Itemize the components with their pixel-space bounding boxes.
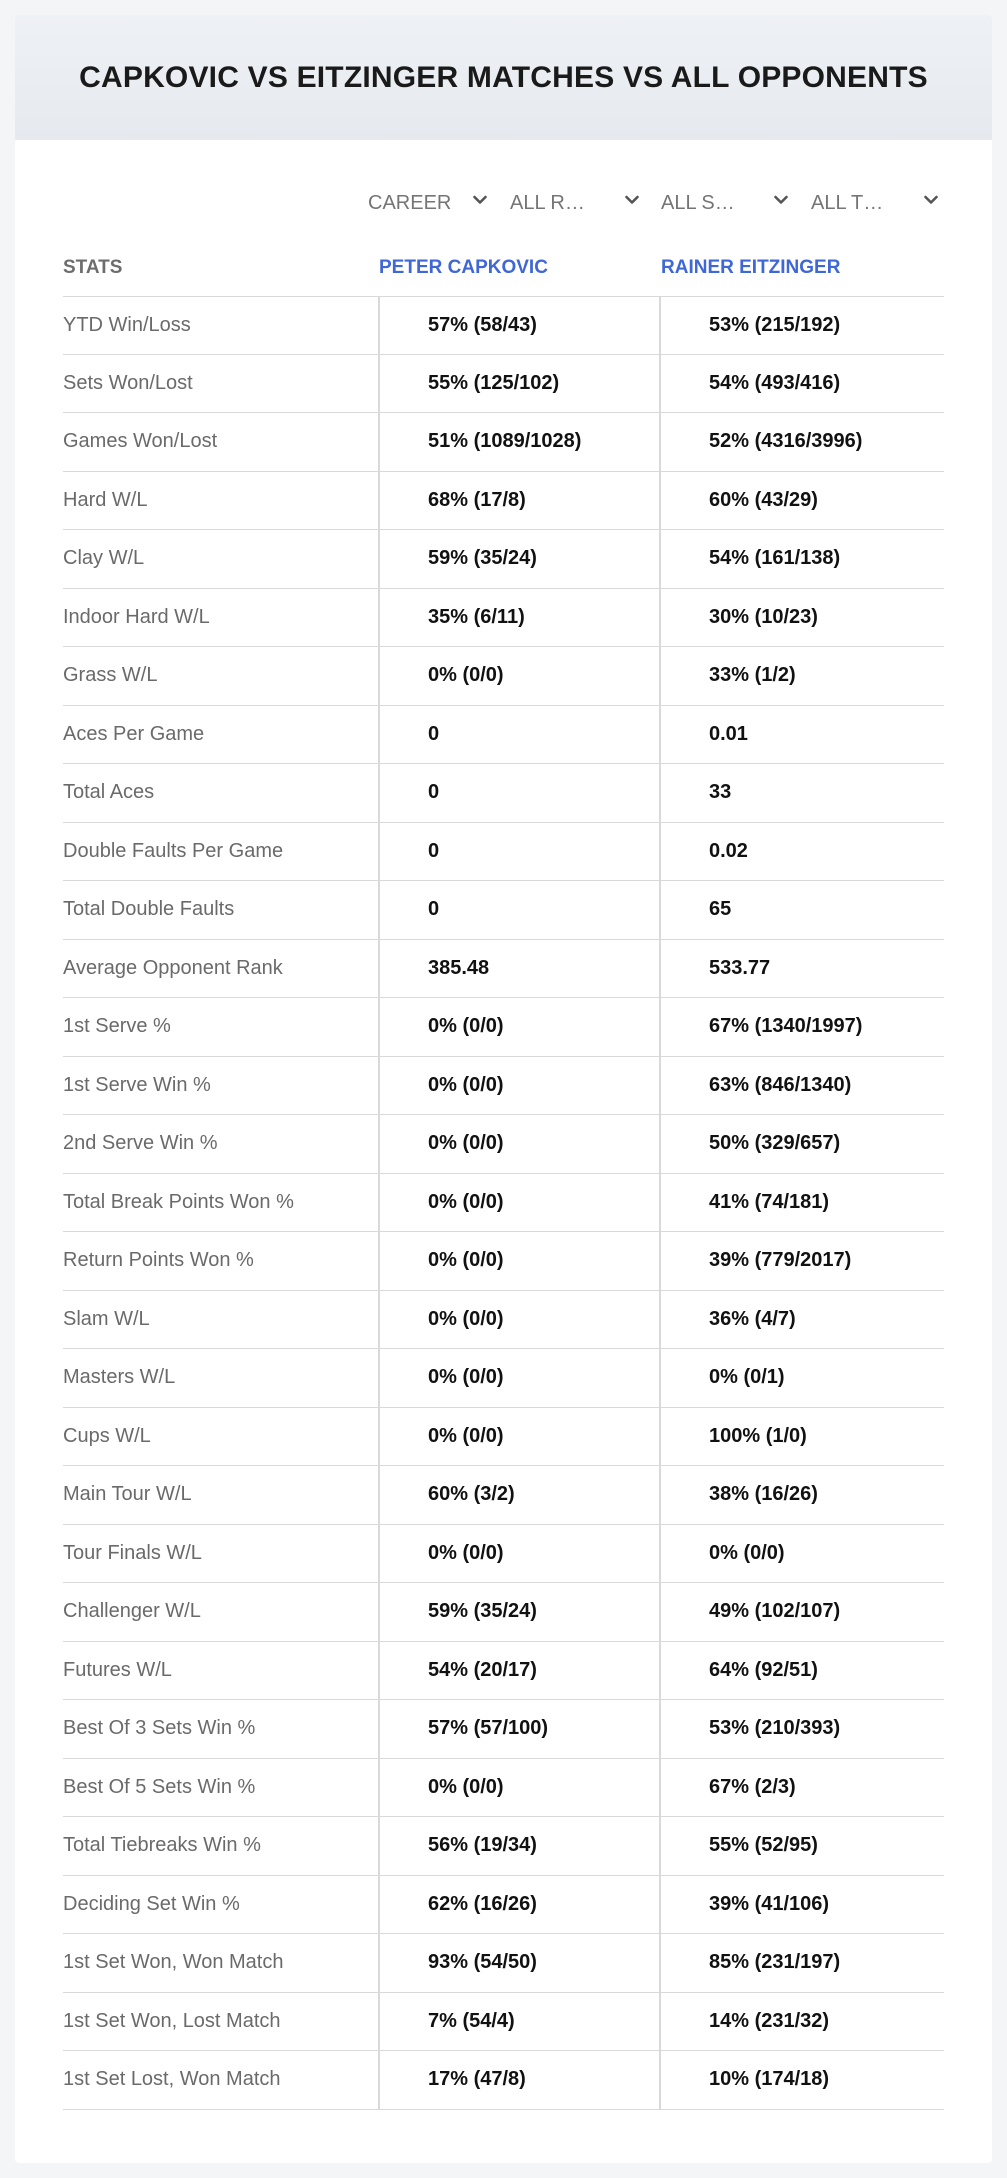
stat-label: Futures W/L bbox=[63, 1658, 172, 1681]
player1-value: 57% (58/43) bbox=[428, 313, 537, 336]
chevron-down-icon bbox=[473, 195, 485, 207]
table-row bbox=[63, 998, 944, 1057]
player2-value: 36% (4/7) bbox=[709, 1307, 796, 1330]
table-row bbox=[63, 823, 944, 882]
player2-value: 0.01 bbox=[709, 722, 748, 745]
player1-value: 93% (54/50) bbox=[428, 1951, 537, 1974]
player1-value: 0% (0/0) bbox=[428, 1073, 504, 1096]
stat-label: Hard W/L bbox=[63, 488, 148, 511]
player2-value: 0% (0/1) bbox=[709, 1366, 785, 1389]
player2-value: 30% (10/23) bbox=[709, 605, 818, 628]
player1-value: 60% (3/2) bbox=[428, 1483, 515, 1506]
player2-value: 65 bbox=[709, 898, 732, 921]
stat-label: 1st Serve Win % bbox=[63, 1073, 211, 1096]
table-row bbox=[63, 706, 944, 765]
stat-label: Tour Finals W/L bbox=[63, 1541, 202, 1564]
player1-value: 62% (16/26) bbox=[428, 1892, 537, 1915]
filter-label: ALL T… bbox=[811, 191, 884, 214]
chevron-down-icon bbox=[774, 195, 786, 207]
filter-career-dropdown[interactable] bbox=[368, 183, 451, 223]
player1-value: 0% (0/0) bbox=[428, 1775, 504, 1798]
filter-label: ALL R… bbox=[510, 191, 585, 214]
player2-value: 54% (493/416) bbox=[709, 371, 841, 394]
player1-value: 51% (1089/1028) bbox=[428, 430, 582, 453]
stat-label: Sets Won/Lost bbox=[63, 371, 193, 394]
stat-label: Best Of 3 Sets Win % bbox=[63, 1717, 256, 1740]
stat-label: Deciding Set Win % bbox=[63, 1892, 240, 1915]
stat-label: Clay W/L bbox=[63, 547, 145, 570]
player2-value: 49% (102/107) bbox=[709, 1600, 841, 1623]
filter-round-dropdown[interactable] bbox=[510, 183, 585, 223]
table-row bbox=[63, 1525, 944, 1584]
card-header bbox=[15, 15, 992, 140]
player1-value: 0 bbox=[428, 898, 440, 921]
player1-value: 56% (19/34) bbox=[428, 1834, 537, 1857]
player1-value: 35% (6/11) bbox=[428, 605, 525, 628]
player2-value: 67% (1340/1997) bbox=[709, 1015, 863, 1038]
table-row bbox=[63, 2051, 944, 2110]
player2-value: 33% (1/2) bbox=[709, 664, 796, 687]
stat-label: Total Tiebreaks Win % bbox=[63, 1834, 261, 1857]
player1-value: 0% (0/0) bbox=[428, 1249, 504, 1272]
player1-value: 0 bbox=[428, 839, 440, 862]
table-row bbox=[63, 1583, 944, 1642]
chevron-down-icon bbox=[625, 195, 637, 207]
player2-value: 50% (329/657) bbox=[709, 1132, 841, 1155]
stat-label: Aces Per Game bbox=[63, 722, 205, 745]
table-row bbox=[63, 647, 944, 706]
table-row bbox=[63, 1466, 944, 1525]
table-row bbox=[63, 1759, 944, 1818]
stat-label: Best Of 5 Sets Win % bbox=[63, 1775, 256, 1798]
player1-value: 0% (0/0) bbox=[428, 1132, 504, 1155]
player2-value: 33 bbox=[709, 781, 732, 804]
table-row bbox=[63, 589, 944, 648]
stat-label: 1st Set Won, Won Match bbox=[63, 1951, 284, 1974]
player1-value: 385.48 bbox=[428, 956, 490, 979]
player2-value: 100% (1/0) bbox=[709, 1424, 807, 1447]
player1-value: 55% (125/102) bbox=[428, 371, 560, 394]
player1-value: 0% (0/0) bbox=[428, 1541, 504, 1564]
stat-label: 1st Set Lost, Won Match bbox=[63, 2068, 281, 2091]
filter-tournament-dropdown[interactable] bbox=[811, 183, 883, 223]
table-row bbox=[63, 1993, 944, 2052]
stat-label: Cups W/L bbox=[63, 1424, 151, 1447]
stat-label: Double Faults Per Game bbox=[63, 839, 284, 862]
stat-label: Return Points Won % bbox=[63, 1249, 254, 1272]
table-row bbox=[63, 1934, 944, 1993]
player1-value: 7% (54/4) bbox=[428, 2009, 515, 2032]
player2-name-link[interactable]: RAINER EITZINGER bbox=[661, 257, 841, 278]
player2-value: 41% (74/181) bbox=[709, 1190, 830, 1213]
player1-value: 0 bbox=[428, 722, 440, 745]
table-row bbox=[63, 1349, 944, 1408]
player2-value: 60% (43/29) bbox=[709, 488, 818, 511]
table-row bbox=[63, 1700, 944, 1759]
table-row bbox=[63, 413, 944, 472]
table-row bbox=[63, 1057, 944, 1116]
player1-value: 0% (0/0) bbox=[428, 1015, 504, 1038]
stat-label: YTD Win/Loss bbox=[63, 313, 191, 336]
player1-value: 59% (35/24) bbox=[428, 547, 537, 570]
stat-label: Challenger W/L bbox=[63, 1600, 201, 1623]
player2-value: 533.77 bbox=[709, 956, 771, 979]
table-row bbox=[63, 472, 944, 531]
player2-value: 54% (161/138) bbox=[709, 547, 841, 570]
player1-name-link[interactable]: PETER CAPKOVIC bbox=[379, 257, 548, 278]
player1-value: 59% (35/24) bbox=[428, 1600, 537, 1623]
header-stats: STATS bbox=[63, 257, 123, 278]
player2-value: 14% (231/32) bbox=[709, 2009, 830, 2032]
table-row bbox=[63, 355, 944, 414]
table-row bbox=[63, 764, 944, 823]
stat-label: Total Aces bbox=[63, 781, 155, 804]
table-row bbox=[63, 1232, 944, 1291]
filter-surface-dropdown[interactable] bbox=[661, 183, 735, 223]
player2-value: 0% (0/0) bbox=[709, 1541, 785, 1564]
stat-label: 1st Set Won, Lost Match bbox=[63, 2009, 281, 2032]
table-row bbox=[63, 1817, 944, 1876]
player2-value: 64% (92/51) bbox=[709, 1658, 818, 1681]
player2-value: 85% (231/197) bbox=[709, 1951, 841, 1974]
stat-label: Total Break Points Won % bbox=[63, 1190, 294, 1213]
player1-value: 0% (0/0) bbox=[428, 664, 504, 687]
player2-value: 10% (174/18) bbox=[709, 2068, 830, 2091]
table-row bbox=[63, 296, 944, 355]
player1-value: 57% (57/100) bbox=[428, 1717, 549, 1740]
column-divider bbox=[659, 296, 661, 2110]
player2-value: 55% (52/95) bbox=[709, 1834, 818, 1857]
stat-label: Grass W/L bbox=[63, 664, 158, 687]
stat-label: Games Won/Lost bbox=[63, 430, 218, 453]
player1-value: 0% (0/0) bbox=[428, 1307, 504, 1330]
table-row bbox=[63, 940, 944, 999]
player2-value: 0.02 bbox=[709, 839, 748, 862]
player2-value: 52% (4316/3996) bbox=[709, 430, 863, 453]
player2-value: 63% (846/1340) bbox=[709, 1073, 852, 1096]
player1-value: 54% (20/17) bbox=[428, 1658, 537, 1681]
table-row bbox=[63, 530, 944, 589]
player2-value: 39% (41/106) bbox=[709, 1892, 830, 1915]
player1-value: 68% (17/8) bbox=[428, 488, 526, 511]
table-row bbox=[63, 1642, 944, 1701]
chevron-down-icon bbox=[924, 195, 936, 207]
stat-label: Indoor Hard W/L bbox=[63, 605, 210, 628]
stat-label: 1st Serve % bbox=[63, 1015, 171, 1038]
player1-value: 0% (0/0) bbox=[428, 1190, 504, 1213]
stat-label: Main Tour W/L bbox=[63, 1483, 192, 1506]
stat-label: Masters W/L bbox=[63, 1366, 176, 1389]
filter-label: CAREER bbox=[368, 191, 452, 214]
player2-value: 53% (210/393) bbox=[709, 1717, 841, 1740]
stats-table bbox=[63, 296, 944, 2110]
player2-value: 38% (16/26) bbox=[709, 1483, 818, 1506]
player1-value: 0% (0/0) bbox=[428, 1424, 504, 1447]
table-row bbox=[63, 881, 944, 940]
player2-value: 53% (215/192) bbox=[709, 313, 841, 336]
stat-label: Average Opponent Rank bbox=[63, 956, 283, 979]
player2-value: 39% (779/2017) bbox=[709, 1249, 852, 1272]
table-row bbox=[63, 1876, 944, 1935]
table-row bbox=[63, 1115, 944, 1174]
column-divider bbox=[378, 296, 380, 2110]
player1-value: 0% (0/0) bbox=[428, 1366, 504, 1389]
table-row bbox=[63, 1174, 944, 1233]
table-header bbox=[63, 249, 944, 289]
player1-value: 17% (47/8) bbox=[428, 2068, 526, 2091]
player2-value: 67% (2/3) bbox=[709, 1775, 796, 1798]
table-row bbox=[63, 1291, 944, 1350]
stat-label: Slam W/L bbox=[63, 1307, 150, 1330]
page-title: CAPKOVIC VS EITZINGER MATCHES VS ALL OPPONENTS bbox=[79, 60, 928, 94]
stat-label: Total Double Faults bbox=[63, 898, 235, 921]
filter-label: ALL S… bbox=[661, 191, 735, 214]
player1-value: 0 bbox=[428, 781, 440, 804]
stat-label: 2nd Serve Win % bbox=[63, 1132, 218, 1155]
table-row bbox=[63, 1408, 944, 1467]
